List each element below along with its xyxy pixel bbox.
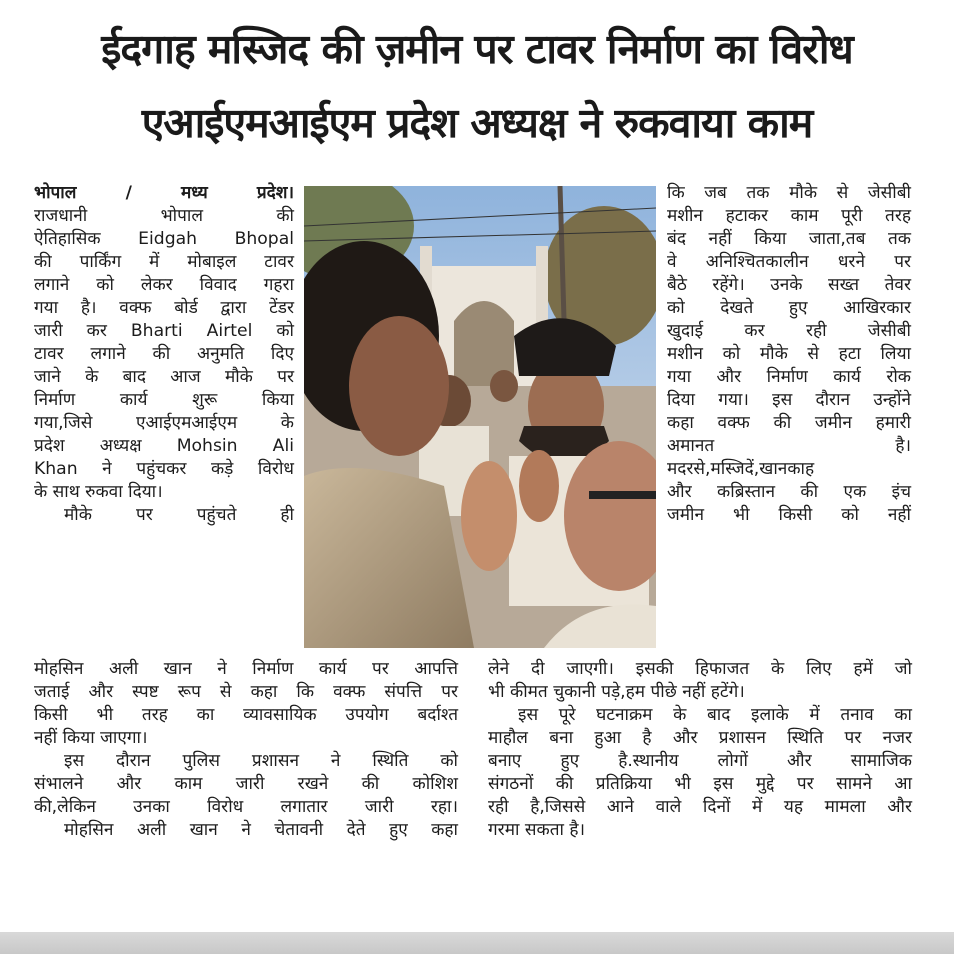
text-line: मशीन हटाकर काम पूरी तरह [667, 206, 911, 226]
text-line: भी कीमत चुकानी पड़े,हम पीछे नहीं हटेंगे। [488, 682, 745, 702]
text-line: के साथ रुकवा दिया। [34, 482, 163, 502]
article-right-wide [488, 658, 912, 842]
headline-line-1: ईदगाह मस्जिद की ज़मीन पर टावर निर्माण का विरोध [101, 25, 853, 73]
text-line: मौके पर पहुंचते ही [64, 505, 294, 525]
text-line: बंद नहीं किया जाता,तब तक [667, 229, 911, 249]
text-line: नहीं किया जाएगा। [34, 728, 148, 748]
text-line: मशीन को मौके से हटा लिया [667, 344, 911, 364]
text-line: गरमा सकता है। [488, 820, 586, 840]
text-line: संगठनों की प्रतिक्रिया भी इस मुद्दे पर सामने आ [488, 774, 912, 794]
text-line: बैठे रहेंगे। उनके सख्त तेवर [667, 275, 911, 295]
text-line: मदरसे,मस्जिदें,खानकाह [667, 459, 815, 479]
text-line: ऐतिहासिक Eidgah Bhopal [34, 229, 294, 249]
text-line: की पार्किंग में मोबाइल टावर [34, 252, 294, 272]
text-line: और कब्रिस्तान की एक इंच [667, 482, 911, 502]
text-line: बनाए हुए है.स्थानीय लोगों और सामाजिक [488, 751, 912, 771]
text-line: कि जब तक मौके से जेसीबी [667, 183, 911, 203]
text-line: लगाने को लेकर विवाद गहरा [34, 275, 294, 295]
text-line: इस दौरान पुलिस प्रशासन ने स्थिति को [64, 751, 458, 771]
news-photo [304, 186, 656, 648]
text-line: अमानत है। [667, 436, 911, 456]
text-line: कहा वक्फ की जमीन हमारी [667, 413, 911, 433]
text-line: मोहसिन अली खान ने निर्माण कार्य पर आपत्ति [34, 659, 458, 679]
text-line: माहौल बना हुआ है और प्रशासन स्थिति पर नजर [488, 728, 912, 748]
text-line: रही है,जिससे आने वाले दिनों में यह मामला और [488, 797, 912, 817]
text-line: दिया गया। इस दौरान उन्होंने [667, 390, 911, 410]
text-line: संभालने और काम जारी रखने की कोशिश [34, 774, 458, 794]
article-left-wide [34, 658, 458, 842]
page-bottom-edge [0, 932, 954, 954]
text-line: किसी भी तरह का व्यावसायिक उपयोग बर्दाश्त [34, 705, 458, 725]
text-line: निर्माण कार्य शुरू किया [34, 390, 294, 410]
text-line: खुदाई कर रही जेसीबी [667, 321, 911, 341]
text-line: वे अनिश्चितकालीन धरने पर [667, 252, 911, 272]
text-line: गया है। वक्फ बोर्ड द्वारा टेंडर [34, 298, 294, 318]
text-line: की,लेकिन उनका विरोध लगातार जारी रहा। [34, 797, 458, 817]
text-line: जताई और स्पष्ट रूप से कहा कि वक्फ संपत्ति पर [34, 682, 458, 702]
text-line: लेने दी जाएगी। इसकी हिफाजत के लिए हमें जो [488, 659, 912, 679]
text-line: प्रदेश अध्यक्ष Mohsin Ali [34, 436, 294, 456]
text-line: गया और निर्माण कार्य रोक [667, 367, 911, 387]
text-line: टावर लगाने की अनुमति दिए [34, 344, 294, 364]
dateline: भोपाल / मध्य प्रदेश। [34, 183, 294, 203]
article-right-column [667, 182, 911, 527]
headline-line-2: एआईएमआईएम प्रदेश अध्यक्ष ने रुकवाया काम [141, 99, 813, 147]
text-line: को देखते हुए आखिरकार [667, 298, 911, 318]
text-line: गया,जिसे एआईएमआईएम के [34, 413, 294, 433]
text-line: जारी कर Bharti Airtel को [34, 321, 294, 341]
text-line: Khan ने पहुंचकर कड़े विरोध [34, 459, 294, 479]
text-line: इस पूरे घटनाक्रम के बाद इलाके में तनाव का [518, 705, 912, 725]
text-line: मोहसिन अली खान ने चेतावनी देते हुए कहा [64, 820, 458, 840]
article-left-column [34, 182, 294, 527]
text-line: जमीन भी किसी को नहीं [667, 505, 911, 525]
text-line: जाने के बाद आज मौके पर [34, 367, 294, 387]
text-line: राजधानी भोपाल की [34, 206, 294, 226]
